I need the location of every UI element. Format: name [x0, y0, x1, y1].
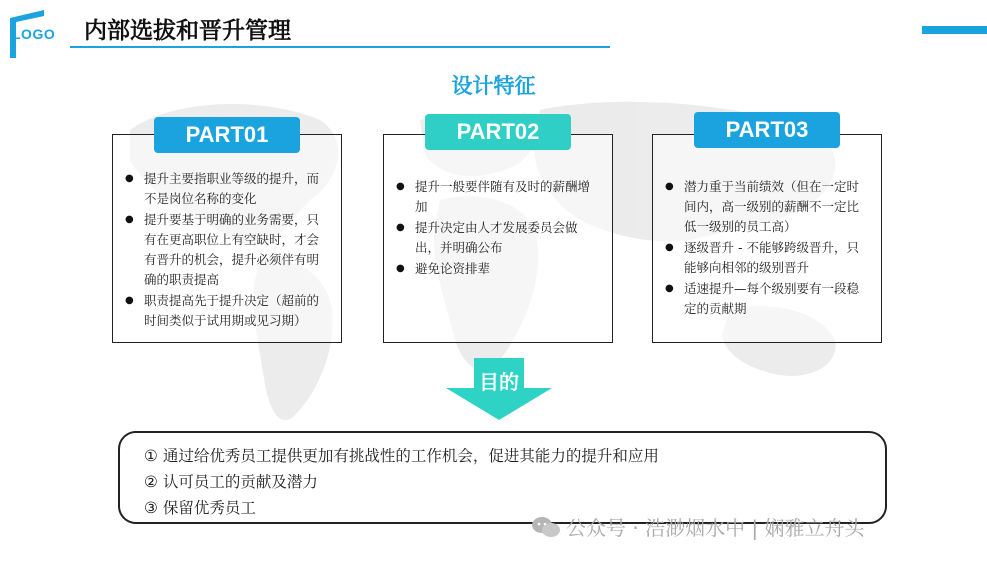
list-item: ● 提升要基于明确的业务需要，只有在更高职位上有空缺时，才会有晋升的机会，提升必须伴有明确的职责提高: [125, 210, 331, 290]
list-item: ● 避免论资排辈: [396, 259, 602, 279]
card-part03-label: PART03: [694, 112, 840, 148]
purpose-item: ① 通过给优秀员工提供更加有挑战性的工作机会，促进其能力的提升和应用: [144, 447, 659, 465]
corner-accent-bar: [922, 26, 987, 34]
card-part02: [383, 134, 613, 343]
list-item: ● 提升一般要伴随有及时的薪酬增加: [396, 177, 602, 217]
wechat-icon: [531, 516, 561, 538]
card-part01: [112, 134, 342, 343]
list-item: ● 逐级晋升 - 不能够跨级晋升，只能够向相邻的级别晋升: [665, 238, 871, 278]
purpose-box: [118, 431, 887, 524]
purpose-label: 目的: [479, 370, 519, 394]
card-part01-list: [125, 169, 331, 332]
list-item: ● 适速提升—每个级别要有一段稳定的贡献期: [665, 279, 871, 319]
card-part01-label: PART01: [154, 117, 300, 153]
title-underline: [70, 46, 610, 48]
section-title: 设计特征: [451, 74, 536, 98]
watermark-text: 公众号 · 浩渺烟水中 | 娴雅立舟头: [566, 516, 865, 540]
page-title: 内部选拔和晋升管理: [84, 18, 291, 44]
card-part02-list: [396, 177, 602, 280]
card-part03-list: [665, 177, 871, 320]
list-item: ● 潜力重于当前绩效（但在一定时间内，高一级别的薪酬不一定比低一级别的员工高）: [665, 177, 871, 237]
purpose-item: ② 认可员工的贡献及潜力: [144, 473, 318, 491]
list-item: ● 提升决定由人才发展委员会做出，并明确公布: [396, 218, 602, 258]
list-item: ● 职责提高先于提升决定（超前的时间类似于试用期或见习期）: [125, 291, 331, 331]
logo-text: LOGO: [12, 26, 56, 42]
card-part03: [652, 134, 882, 343]
card-part02-label: PART02: [425, 114, 571, 150]
purpose-item: ③ 保留优秀员工: [144, 499, 256, 517]
list-item: ● 提升主要指职业等级的提升，而不是岗位名称的变化: [125, 169, 331, 209]
